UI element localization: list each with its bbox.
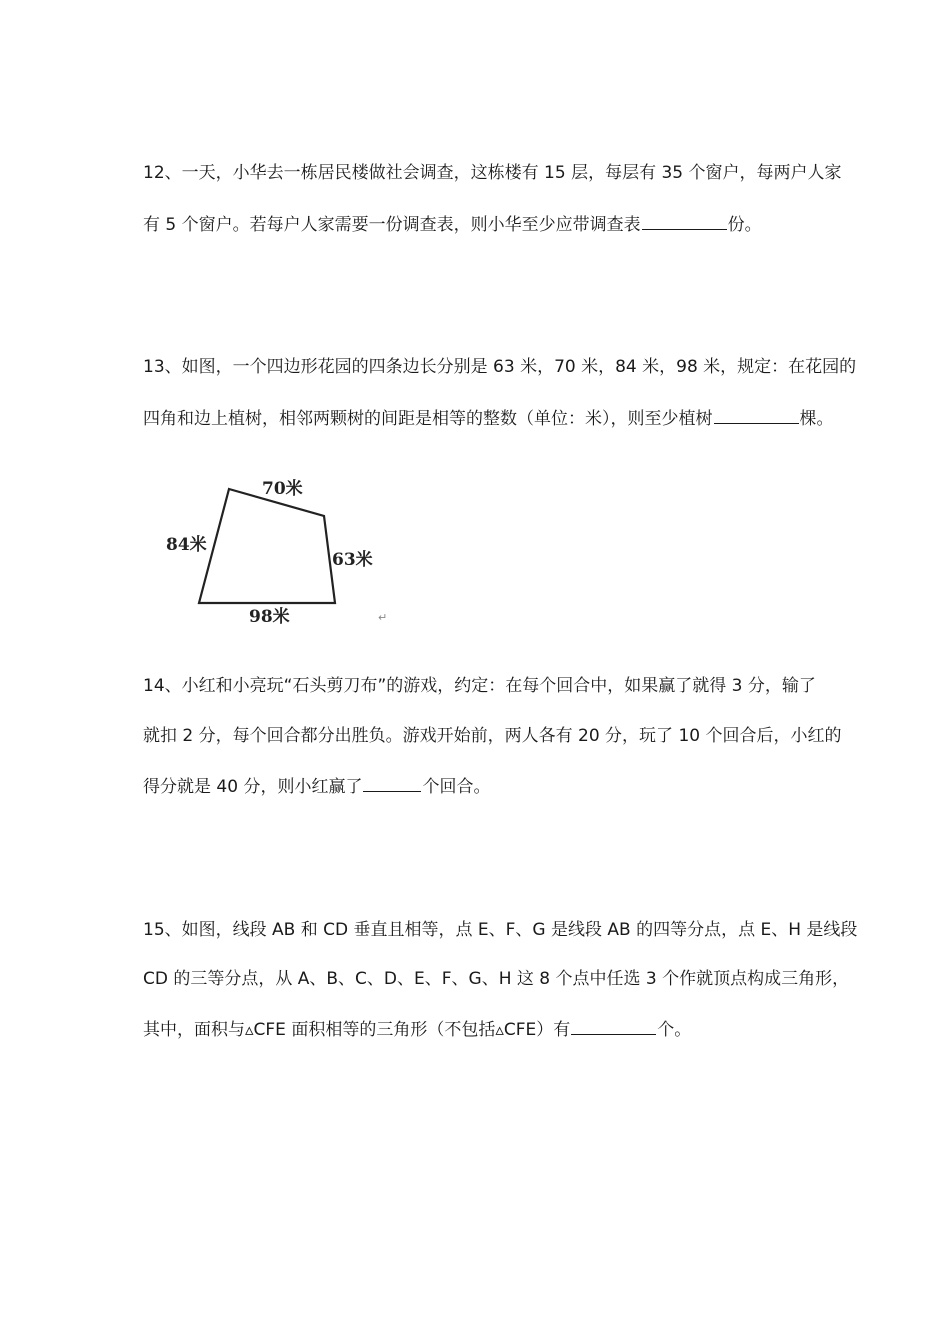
q13-answer-blank[interactable] <box>714 405 799 424</box>
q12-answer-blank[interactable] <box>642 211 727 230</box>
q15-line-3 <box>143 1016 691 1042</box>
q13-line-1: 13、如图，一个四边形花园的四条边长分别是 63 米，70 米，84 米，98 米，规定：在花园的 <box>143 357 857 377</box>
label-bottom-side: 98米 <box>249 607 290 627</box>
q13-text-before-blank: 四角和边上植树，相邻两颗树的间距是相等的整数（单位：米），则至少植树 <box>143 409 713 429</box>
q12-line-1: 12、一天，小华去一栋居民楼做社会调查，这栋楼有 15 层，每层有 35 个窗户，每两户人家 <box>143 163 842 183</box>
q15-line-1: 15、如图，线段 AB 和 CD 垂直且相等，点 E、F、G 是线段 AB 的四等分点，点 E、H 是线段 <box>143 920 858 940</box>
q15-answer-blank[interactable] <box>571 1016 656 1035</box>
label-top-side: 70米 <box>262 479 303 499</box>
q14-text-after-blank: 个回合。 <box>422 777 491 797</box>
q12-line-2 <box>143 211 762 237</box>
q12-text-before-blank: 有 5 个窗户。若每户人家需要一份调查表，则小华至少应带调查表 <box>143 215 641 235</box>
label-left-side: 84米 <box>166 535 207 555</box>
label-right-side: 63米 <box>332 550 373 570</box>
q15-text-after-blank: 个。 <box>657 1020 692 1040</box>
q14-answer-blank[interactable] <box>363 773 421 792</box>
q15-text-before-blank: 其中，面积与▵CFE 面积相等的三角形（不包括▵CFE）有 <box>143 1020 571 1040</box>
quadrilateral-shape <box>199 489 335 603</box>
q13-line-2 <box>143 405 834 431</box>
q14-line-2: 就扣 2 分，每个回合都分出胜负。游戏开始前，两人各有 20 分，玩了 10 个回合后，小红的 <box>143 726 842 746</box>
q13-text-after-blank: 棵。 <box>799 409 834 429</box>
quadrilateral-svg <box>160 468 390 628</box>
q14-text-before-blank: 得分就是 40 分，则小红赢了 <box>143 777 363 797</box>
quadrilateral-garden-figure <box>160 468 390 628</box>
q14-line-3 <box>143 773 490 799</box>
q12-text-after-blank: 份。 <box>727 215 762 235</box>
q14-line-1: 14、小红和小亮玩“石头剪刀布”的游戏，约定：在每个回合中，如果赢了就得 3 分，输了 <box>143 676 816 696</box>
q15-line-2: CD 的三等分点，从 A、B、C、D、E、F、G、H 这 8 个点中任选 3 个作就顶点构成三角形， <box>143 969 850 989</box>
paragraph-return-mark: ↵ <box>378 611 388 624</box>
